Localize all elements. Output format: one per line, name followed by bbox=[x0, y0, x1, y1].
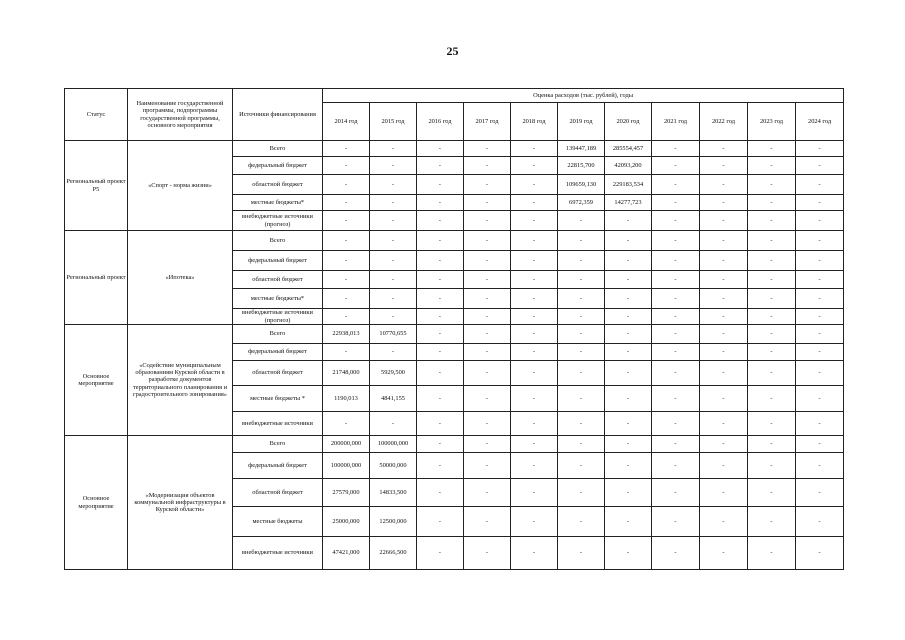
value-cell: 100000,000 bbox=[323, 453, 370, 479]
value-cell: - bbox=[700, 479, 748, 507]
value-cell: - bbox=[417, 479, 464, 507]
funding-source-cell: внебюджетные источники (прогноз) bbox=[233, 309, 323, 325]
value-cell: - bbox=[605, 211, 652, 231]
value-cell: - bbox=[558, 211, 605, 231]
value-cell: - bbox=[652, 141, 700, 157]
value-cell: 200000,000 bbox=[323, 436, 370, 453]
value-cell: - bbox=[464, 211, 511, 231]
value-cell: - bbox=[323, 271, 370, 289]
value-cell: - bbox=[796, 386, 844, 412]
value-cell: - bbox=[796, 325, 844, 344]
value-cell: - bbox=[652, 325, 700, 344]
value-cell: - bbox=[323, 195, 370, 211]
value-cell: - bbox=[370, 251, 417, 271]
value-cell: - bbox=[417, 436, 464, 453]
value-cell: - bbox=[652, 386, 700, 412]
value-cell: - bbox=[511, 361, 558, 386]
value-cell: - bbox=[652, 344, 700, 361]
value-cell: - bbox=[605, 271, 652, 289]
status-header: Статус bbox=[65, 89, 128, 141]
value-cell: - bbox=[323, 289, 370, 309]
program-name-cell: «Спорт - норма жизни» bbox=[128, 141, 233, 231]
value-cell: - bbox=[652, 412, 700, 436]
value-cell: - bbox=[652, 436, 700, 453]
value-cell: - bbox=[464, 344, 511, 361]
value-cell: - bbox=[700, 175, 748, 195]
value-cell: 109659,130 bbox=[558, 175, 605, 195]
value-cell: - bbox=[605, 412, 652, 436]
value-cell: - bbox=[652, 195, 700, 211]
value-cell: - bbox=[558, 361, 605, 386]
table-row bbox=[65, 436, 844, 453]
value-cell: - bbox=[700, 361, 748, 386]
value-cell: - bbox=[558, 386, 605, 412]
value-cell: - bbox=[652, 157, 700, 175]
value-cell: - bbox=[511, 344, 558, 361]
value-cell: - bbox=[464, 175, 511, 195]
value-cell: - bbox=[748, 195, 796, 211]
value-cell: - bbox=[605, 479, 652, 507]
funding-source-cell: областной бюджет bbox=[233, 479, 323, 507]
value-cell: - bbox=[748, 251, 796, 271]
funding-source-cell: федеральный бюджет bbox=[233, 453, 323, 479]
value-cell: - bbox=[464, 479, 511, 507]
value-cell: - bbox=[417, 141, 464, 157]
value-cell: - bbox=[370, 231, 417, 251]
value-cell: - bbox=[796, 436, 844, 453]
value-cell: - bbox=[464, 157, 511, 175]
value-cell: - bbox=[605, 507, 652, 537]
year-header: 2018 год bbox=[511, 103, 558, 141]
value-cell: - bbox=[558, 436, 605, 453]
value-cell: - bbox=[558, 289, 605, 309]
value-cell: - bbox=[370, 309, 417, 325]
value-cell: - bbox=[370, 412, 417, 436]
value-cell: - bbox=[652, 231, 700, 251]
value-cell: - bbox=[511, 195, 558, 211]
value-cell: - bbox=[748, 412, 796, 436]
value-cell: - bbox=[796, 412, 844, 436]
value-cell: - bbox=[558, 251, 605, 271]
value-cell: - bbox=[652, 211, 700, 231]
value-cell: - bbox=[700, 231, 748, 251]
value-cell: - bbox=[323, 344, 370, 361]
value-cell: - bbox=[464, 195, 511, 211]
value-cell: 4841,155 bbox=[370, 386, 417, 412]
value-cell: - bbox=[370, 195, 417, 211]
header-row-top bbox=[65, 89, 844, 103]
program-name-cell: «Содействие муниципальным образованиям Курской области в разработке документов территориального планирования и градостроительного зонирования» bbox=[128, 325, 233, 436]
funding-source-cell: внебюджетные источники (прогноз) bbox=[233, 211, 323, 231]
value-cell: - bbox=[558, 309, 605, 325]
value-cell: - bbox=[605, 453, 652, 479]
value-cell: - bbox=[700, 453, 748, 479]
year-header: 2014 год bbox=[323, 103, 370, 141]
value-cell: - bbox=[558, 231, 605, 251]
value-cell: - bbox=[748, 344, 796, 361]
value-cell: - bbox=[652, 289, 700, 309]
value-cell: - bbox=[464, 436, 511, 453]
value-cell: - bbox=[748, 231, 796, 251]
budget-table bbox=[64, 88, 844, 570]
value-cell: - bbox=[558, 412, 605, 436]
value-cell: 285554,457 bbox=[605, 141, 652, 157]
value-cell: - bbox=[605, 251, 652, 271]
value-cell: - bbox=[511, 412, 558, 436]
funding-source-cell: местные бюджеты bbox=[233, 507, 323, 537]
value-cell: - bbox=[323, 231, 370, 251]
value-cell: - bbox=[700, 211, 748, 231]
value-cell: - bbox=[796, 231, 844, 251]
value-cell: 47421,000 bbox=[323, 537, 370, 570]
value-cell: - bbox=[748, 386, 796, 412]
value-cell: - bbox=[464, 386, 511, 412]
value-cell: - bbox=[796, 251, 844, 271]
value-cell: - bbox=[748, 507, 796, 537]
value-cell: - bbox=[558, 479, 605, 507]
value-cell: - bbox=[796, 344, 844, 361]
funding-source-cell: Всего bbox=[233, 325, 323, 344]
value-cell: - bbox=[323, 309, 370, 325]
value-cell: - bbox=[605, 344, 652, 361]
value-cell: - bbox=[796, 537, 844, 570]
value-cell: 10770,655 bbox=[370, 325, 417, 344]
value-cell: - bbox=[700, 271, 748, 289]
value-cell: - bbox=[652, 537, 700, 570]
value-cell: - bbox=[748, 453, 796, 479]
value-cell: - bbox=[464, 453, 511, 479]
value-cell: - bbox=[511, 157, 558, 175]
year-header: 2020 год bbox=[605, 103, 652, 141]
program-name-cell: «Модернизация объектов коммунальной инфраструктуры в Курской области» bbox=[128, 436, 233, 570]
value-cell: 22938,013 bbox=[323, 325, 370, 344]
value-cell: 5929,500 bbox=[370, 361, 417, 386]
value-cell: - bbox=[417, 231, 464, 251]
value-cell: - bbox=[417, 157, 464, 175]
year-header: 2015 год bbox=[370, 103, 417, 141]
value-cell: - bbox=[417, 325, 464, 344]
value-cell: 22666,500 bbox=[370, 537, 417, 570]
value-cell: - bbox=[558, 325, 605, 344]
year-header: 2017 год bbox=[464, 103, 511, 141]
value-cell: - bbox=[464, 412, 511, 436]
value-cell: - bbox=[511, 309, 558, 325]
value-cell: - bbox=[370, 271, 417, 289]
table-row bbox=[65, 231, 844, 251]
funding-source-cell: областной бюджет bbox=[233, 271, 323, 289]
value-cell: - bbox=[511, 231, 558, 251]
value-cell: - bbox=[748, 479, 796, 507]
value-cell: - bbox=[323, 412, 370, 436]
value-cell: - bbox=[464, 231, 511, 251]
value-cell: - bbox=[417, 507, 464, 537]
funding-source-cell: Всего bbox=[233, 141, 323, 157]
value-cell: - bbox=[796, 507, 844, 537]
value-cell: - bbox=[417, 195, 464, 211]
value-cell: - bbox=[558, 271, 605, 289]
value-cell: - bbox=[558, 537, 605, 570]
value-cell: - bbox=[700, 157, 748, 175]
value-cell: - bbox=[700, 344, 748, 361]
value-cell: 42093,200 bbox=[605, 157, 652, 175]
value-cell: - bbox=[796, 453, 844, 479]
funding-source-cell: местные бюджеты* bbox=[233, 195, 323, 211]
value-cell: - bbox=[464, 507, 511, 537]
program-name-header: Наименование государственной программы, подпрограммы государственной программы, основного мероприятия bbox=[128, 89, 233, 141]
value-cell: - bbox=[417, 412, 464, 436]
value-cell: - bbox=[511, 537, 558, 570]
value-cell: - bbox=[323, 157, 370, 175]
value-cell: - bbox=[796, 175, 844, 195]
value-cell: - bbox=[748, 537, 796, 570]
value-cell: - bbox=[417, 175, 464, 195]
value-cell: - bbox=[652, 479, 700, 507]
value-cell: - bbox=[748, 325, 796, 344]
value-cell: - bbox=[652, 251, 700, 271]
value-cell: - bbox=[796, 309, 844, 325]
value-cell: - bbox=[511, 386, 558, 412]
value-cell: 12500,000 bbox=[370, 507, 417, 537]
value-cell: 6972,359 bbox=[558, 195, 605, 211]
value-cell: - bbox=[605, 231, 652, 251]
value-cell: - bbox=[605, 309, 652, 325]
value-cell: - bbox=[748, 289, 796, 309]
value-cell: - bbox=[323, 141, 370, 157]
value-cell: - bbox=[417, 344, 464, 361]
funding-source-cell: местные бюджеты * bbox=[233, 386, 323, 412]
value-cell: - bbox=[796, 271, 844, 289]
value-cell: - bbox=[323, 211, 370, 231]
value-cell: - bbox=[605, 537, 652, 570]
year-header: 2019 год bbox=[558, 103, 605, 141]
value-cell: - bbox=[748, 211, 796, 231]
value-cell: 14833,500 bbox=[370, 479, 417, 507]
year-header: 2016 год bbox=[417, 103, 464, 141]
value-cell: - bbox=[796, 157, 844, 175]
value-cell: - bbox=[700, 309, 748, 325]
status-cell: Региональный проект bbox=[65, 231, 128, 325]
value-cell: - bbox=[605, 361, 652, 386]
value-cell: - bbox=[464, 141, 511, 157]
value-cell: - bbox=[511, 211, 558, 231]
value-cell: - bbox=[700, 141, 748, 157]
value-cell: - bbox=[370, 141, 417, 157]
value-cell: 1190,013 bbox=[323, 386, 370, 412]
value-cell: - bbox=[417, 309, 464, 325]
value-cell: - bbox=[796, 479, 844, 507]
value-cell: - bbox=[464, 289, 511, 309]
value-cell: - bbox=[511, 175, 558, 195]
value-cell: - bbox=[605, 386, 652, 412]
value-cell: - bbox=[796, 195, 844, 211]
funding-source-cell: областной бюджет bbox=[233, 175, 323, 195]
value-cell: - bbox=[700, 537, 748, 570]
value-cell: - bbox=[417, 361, 464, 386]
year-header: 2024 год bbox=[796, 103, 844, 141]
value-cell: - bbox=[417, 453, 464, 479]
value-cell: - bbox=[417, 211, 464, 231]
value-cell: - bbox=[417, 251, 464, 271]
value-cell: - bbox=[700, 251, 748, 271]
value-cell: - bbox=[464, 537, 511, 570]
value-cell: - bbox=[652, 507, 700, 537]
table-row bbox=[65, 325, 844, 344]
value-cell: - bbox=[700, 507, 748, 537]
funding-source-cell: внебюджетные источники bbox=[233, 537, 323, 570]
value-cell: - bbox=[511, 325, 558, 344]
value-cell: - bbox=[700, 436, 748, 453]
value-cell: - bbox=[558, 344, 605, 361]
value-cell: - bbox=[748, 436, 796, 453]
budget-table-body bbox=[65, 141, 844, 570]
value-cell: - bbox=[464, 271, 511, 289]
value-cell: - bbox=[558, 507, 605, 537]
value-cell: 50000,000 bbox=[370, 453, 417, 479]
value-cell: - bbox=[748, 271, 796, 289]
value-cell: 229183,534 bbox=[605, 175, 652, 195]
program-name-cell: «Ипотека» bbox=[128, 231, 233, 325]
value-cell: - bbox=[464, 325, 511, 344]
funding-source-cell: областной бюджет bbox=[233, 361, 323, 386]
value-cell: - bbox=[370, 344, 417, 361]
funding-source-cell: внебюджетные источники bbox=[233, 412, 323, 436]
value-cell: - bbox=[464, 361, 511, 386]
value-cell: - bbox=[511, 453, 558, 479]
year-header: 2021 год bbox=[652, 103, 700, 141]
value-cell: - bbox=[464, 309, 511, 325]
value-cell: - bbox=[605, 436, 652, 453]
table-row bbox=[65, 141, 844, 157]
value-cell: - bbox=[323, 175, 370, 195]
funding-source-cell: Всего bbox=[233, 436, 323, 453]
value-cell: 100000,000 bbox=[370, 436, 417, 453]
value-cell: - bbox=[417, 386, 464, 412]
value-cell: - bbox=[370, 175, 417, 195]
status-cell: Основное мероприятие bbox=[65, 325, 128, 436]
value-cell: - bbox=[558, 453, 605, 479]
value-cell: 27579,000 bbox=[323, 479, 370, 507]
value-cell: - bbox=[511, 479, 558, 507]
estimate-header: Оценка расходов (тыс. рублей), годы bbox=[323, 89, 844, 103]
year-header: 2022 год bbox=[700, 103, 748, 141]
value-cell: - bbox=[417, 289, 464, 309]
value-cell: - bbox=[511, 507, 558, 537]
value-cell: 21748,000 bbox=[323, 361, 370, 386]
funding-source-cell: Всего bbox=[233, 231, 323, 251]
value-cell: - bbox=[370, 157, 417, 175]
value-cell: - bbox=[652, 309, 700, 325]
value-cell: - bbox=[323, 251, 370, 271]
value-cell: - bbox=[748, 157, 796, 175]
value-cell: 25000,000 bbox=[323, 507, 370, 537]
value-cell: - bbox=[748, 361, 796, 386]
value-cell: - bbox=[652, 453, 700, 479]
value-cell: - bbox=[652, 361, 700, 386]
status-cell: Основное мероприятие bbox=[65, 436, 128, 570]
value-cell: - bbox=[700, 325, 748, 344]
value-cell: - bbox=[748, 175, 796, 195]
value-cell: - bbox=[511, 289, 558, 309]
value-cell: - bbox=[796, 361, 844, 386]
value-cell: - bbox=[700, 289, 748, 309]
value-cell: - bbox=[511, 436, 558, 453]
value-cell: - bbox=[700, 195, 748, 211]
value-cell: - bbox=[417, 271, 464, 289]
value-cell: - bbox=[511, 251, 558, 271]
value-cell: - bbox=[700, 386, 748, 412]
value-cell: - bbox=[748, 141, 796, 157]
funding-source-cell: федеральный бюджет bbox=[233, 344, 323, 361]
value-cell: - bbox=[370, 289, 417, 309]
value-cell: - bbox=[748, 309, 796, 325]
value-cell: 22815,700 bbox=[558, 157, 605, 175]
value-cell: - bbox=[700, 412, 748, 436]
status-cell: Региональный проект Р5 bbox=[65, 141, 128, 231]
value-cell: - bbox=[511, 141, 558, 157]
value-cell: - bbox=[511, 271, 558, 289]
value-cell: - bbox=[796, 141, 844, 157]
value-cell: - bbox=[796, 211, 844, 231]
value-cell: - bbox=[605, 325, 652, 344]
value-cell: - bbox=[605, 289, 652, 309]
value-cell: - bbox=[370, 211, 417, 231]
value-cell: - bbox=[464, 251, 511, 271]
funding-source-cell: федеральный бюджет bbox=[233, 251, 323, 271]
sources-header: Источники финансирования bbox=[233, 89, 323, 141]
year-header: 2023 год bbox=[748, 103, 796, 141]
value-cell: 139447,189 bbox=[558, 141, 605, 157]
value-cell: 14277,723 bbox=[605, 195, 652, 211]
value-cell: - bbox=[417, 537, 464, 570]
value-cell: - bbox=[652, 175, 700, 195]
value-cell: - bbox=[652, 271, 700, 289]
page-number: 25 bbox=[446, 44, 459, 58]
funding-source-cell: местные бюджеты* bbox=[233, 289, 323, 309]
value-cell: - bbox=[796, 289, 844, 309]
funding-source-cell: федеральный бюджет bbox=[233, 157, 323, 175]
